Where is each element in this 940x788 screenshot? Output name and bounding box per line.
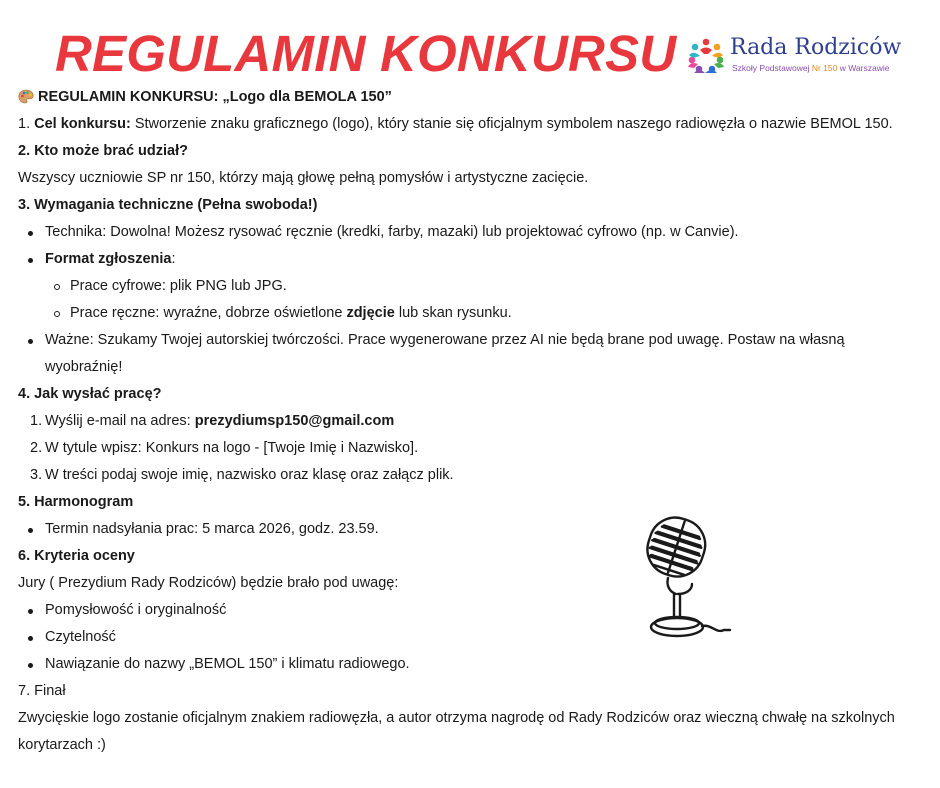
section-7-text-continuation: korytarzach :) [18,737,106,753]
sub-list-item: Prace ręczne: wyraźne, dobrze oświetlone zdjęcie lub skan rysunku. [18,300,928,327]
document-heading [18,84,928,111]
section-1: 1. Cel konkursu: Stworzenie znaku graficznego (logo), który stanie się oficjalnym symbolem naszego radiowęzła o nazwie BEMOL 150. [18,116,893,132]
logo [686,34,916,78]
list-item: Format zgłoszenia: [18,246,928,273]
section-6-title: 6. Kryteria oceny [18,548,135,564]
list-item: Termin nadsyłania prac: 5 marca 2026, godz. 23.59. [18,516,928,543]
section-7-title: 7. Finał [18,683,66,699]
list-item: Pomysłowość i oryginalność [18,597,928,624]
palette-icon [18,89,34,104]
regulations-document [18,84,928,759]
microphone-icon [630,510,736,645]
numbered-item: 3. W treści podaj swoje imię, nazwisko oraz klasę oraz załącz plik. [30,467,454,483]
list-item: Nawiązanie do nazwy „BEMOL 150” i klimatu radiowego. [18,651,928,678]
section-2-text: Wszyscy uczniowie SP nr 150, którzy mają głowę pełną pomysłów i artystyczne zacięcie. [18,170,589,186]
list-item: Technika: Dowolna! Możesz rysować ręcznie (kredki, farby, mazaki) lub projektować cyfrowo (np. w Canvie). [18,219,928,246]
people-circle-icon [686,36,726,76]
document-heading-text: REGULAMIN KONKURSU: „Logo dla BEMOLA 150” [38,89,392,105]
section-2-title: 2. Kto może brać udział? [18,143,188,159]
numbered-item: 1. Wyślij e-mail na adres: prezydiumsp150@gmail.com [30,413,395,429]
logo-subtitle: Szkoły Podstawowej Nr 150 w Warszawie [732,63,890,73]
page-title: REGULAMIN KONKURSU [55,25,677,82]
section-5-title: 5. Harmonogram [18,494,134,510]
section-6-text: Jury ( Prezydium Rady Rodziców) będzie brało pod uwagę: [18,575,399,591]
list-item-continuation: wyobraźnię! [45,359,123,375]
list-item: Ważne: Szukamy Twojej autorskiej twórczości. Prace wygenerowane przez AI nie będą brane pod uwagę. Postaw na własną [18,327,928,354]
section-7-text: Zwycięskie logo zostanie oficjalnym znakiem radiowęzła, a autor otrzyma nagrodę od Rady Rodziców oraz wieczną chwałę na szkolnych [18,710,895,726]
section-3-title: 3. Wymagania techniczne (Pełna swoboda!) [18,197,318,213]
numbered-item: 2. W tytule wpisz: Konkurs na logo - [Twoje Imię i Nazwisko]. [30,440,419,456]
section-4-title: 4. Jak wysłać pracę? [18,386,162,402]
email-address: prezydiumsp150@gmail.com [194,413,395,429]
logo-name: Rada Rodziców [730,35,902,60]
sub-list-item: Prace cyfrowe: plik PNG lub JPG. [18,273,928,300]
list-item: Czytelność [18,624,928,651]
